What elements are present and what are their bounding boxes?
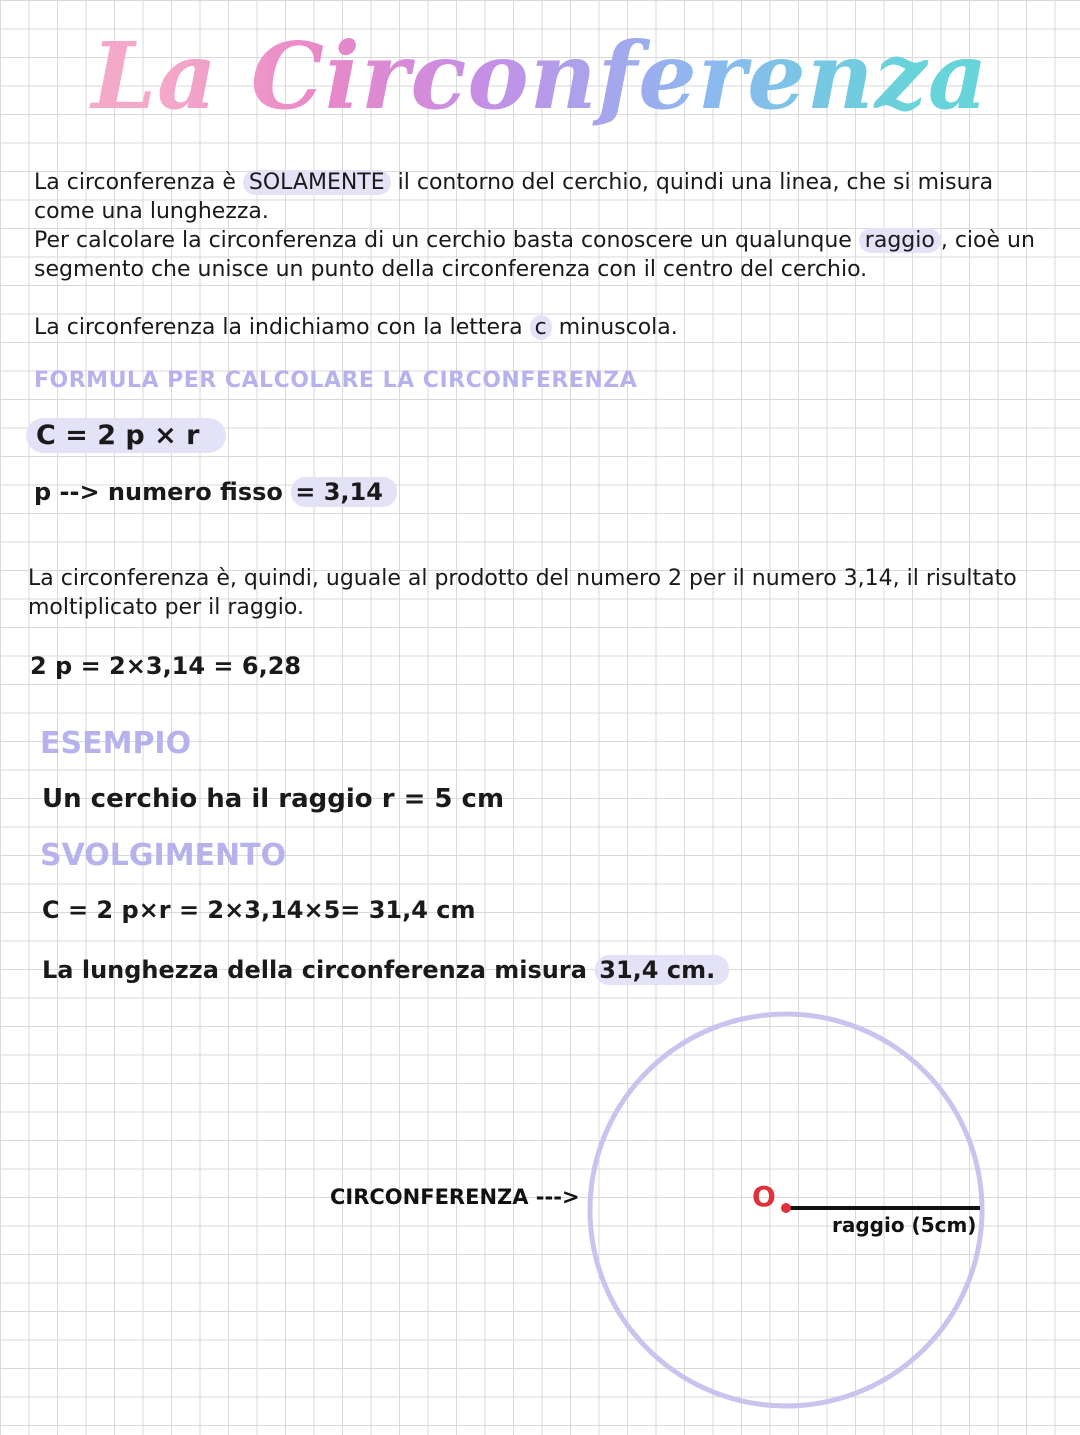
two-p-calculation: 2 p = 2×3,14 = 6,28 bbox=[30, 652, 302, 680]
intro-text: Per calcolare la circonferenza di un cerchio basta conoscere un qualunque bbox=[34, 228, 859, 253]
solution-heading: SVOLGIMENTO bbox=[40, 838, 287, 873]
solution-text: C = 2 p×r = 2×3,14×5= 31,4 cm bbox=[42, 896, 476, 924]
highlight-c: c bbox=[530, 315, 552, 340]
radius-label: raggio (5cm) bbox=[832, 1213, 977, 1237]
intro-text: , cioè un segmento che unisce un punto della circonferenza con il centro del cerchio. bbox=[34, 228, 1035, 282]
p-value: = 3,14 bbox=[291, 477, 397, 507]
highlight-raggio: raggio bbox=[859, 228, 941, 253]
intro-text: minuscola. bbox=[551, 315, 678, 340]
explanation: La circonferenza è, quindi, uguale al prodotto del numero 2 per il numero 3,14, il risultato moltiplicato per il raggio. bbox=[28, 566, 1017, 620]
highlight-solamente: SOLAMENTE bbox=[243, 170, 391, 195]
example-heading: ESEMPIO bbox=[40, 726, 192, 761]
page-title: La Circonferenza bbox=[0, 22, 1080, 130]
result-value: 31,4 cm. bbox=[595, 955, 729, 985]
center-label: O bbox=[752, 1180, 776, 1213]
intro-text: La circonferenza la indichiamo con la lettera bbox=[34, 315, 530, 340]
intro-text: il contorno del cerchio, quindi una linea, che si misura come una lunghezza. bbox=[34, 170, 994, 224]
center-point bbox=[781, 1203, 791, 1213]
circumference-label: CIRCONFERENZA ---> bbox=[330, 1185, 580, 1209]
example-text: Un cerchio ha il raggio r = 5 cm bbox=[42, 784, 505, 814]
formula-heading: FORMULA PER CALCOLARE LA CIRCONFERENZA bbox=[34, 368, 638, 393]
result-text: La lunghezza della circonferenza misura bbox=[42, 956, 596, 984]
p-definition-text: p --> numero fisso bbox=[34, 478, 292, 506]
intro-text: La circonferenza è bbox=[34, 170, 243, 195]
formula-text: C = 2 p × r bbox=[26, 418, 226, 453]
